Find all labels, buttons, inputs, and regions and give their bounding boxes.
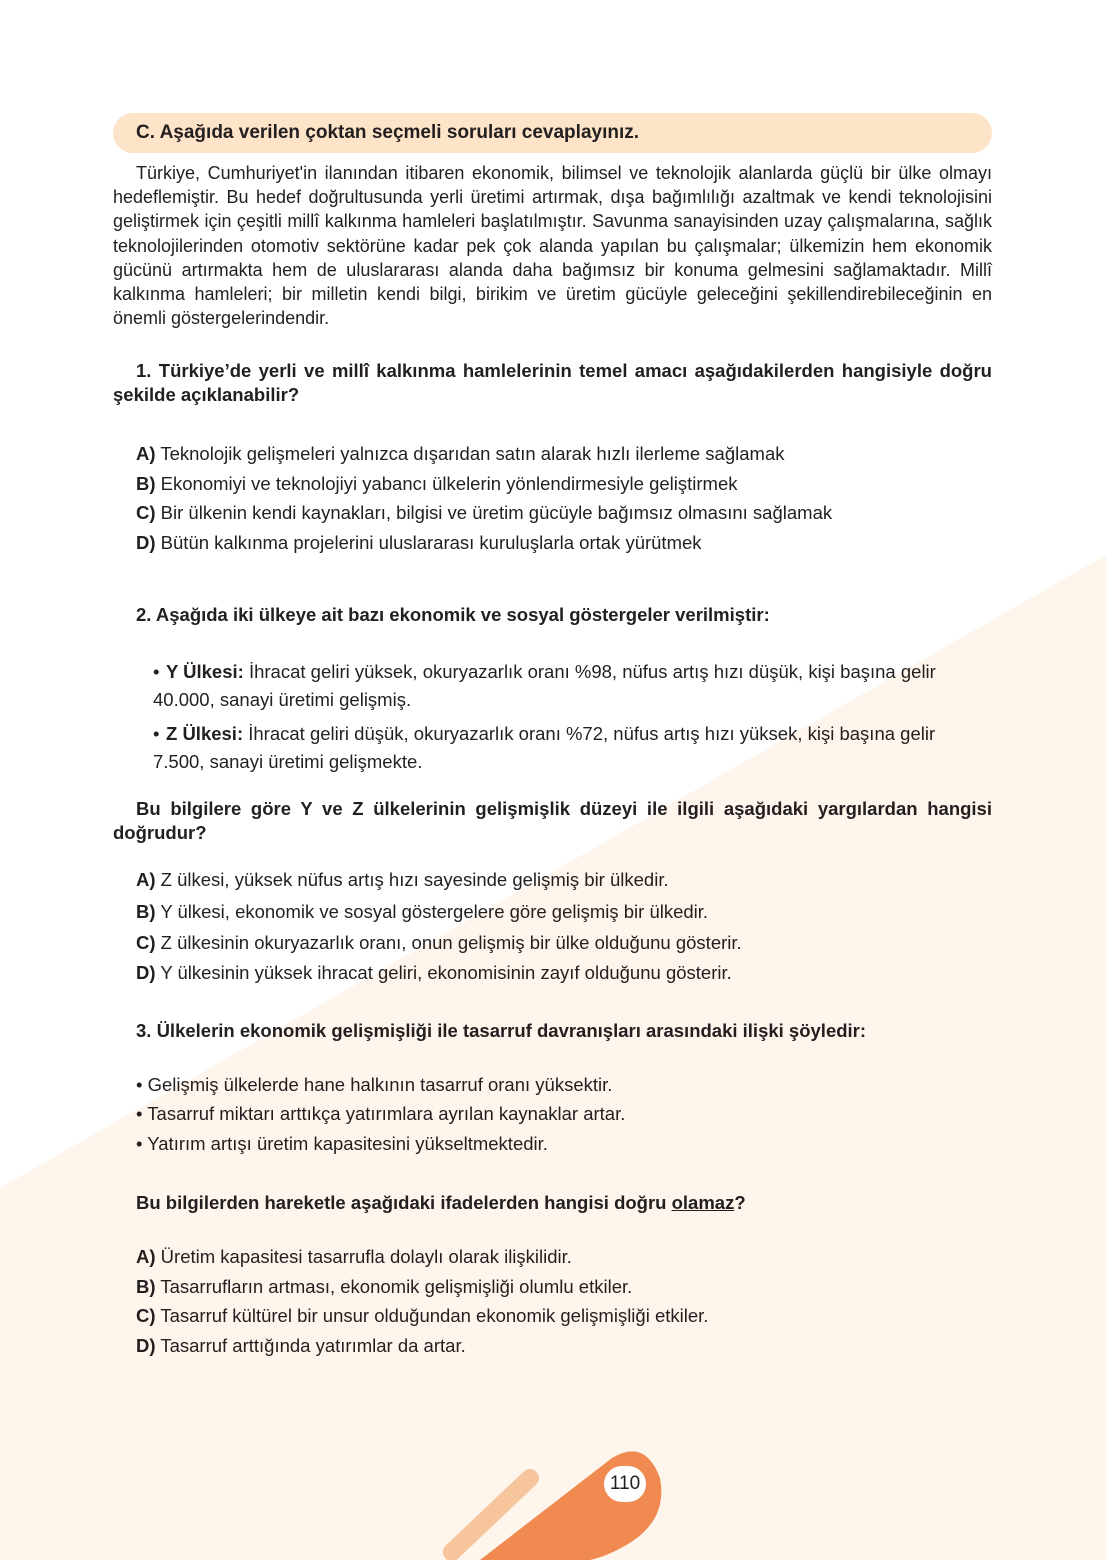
country-z-label: Z Ülkesi: [166, 723, 244, 744]
bullet-text: Gelişmiş ülkelerde hane halkının tasarruf oranı yüksektir. [147, 1074, 613, 1095]
option-text: Tasarrufların artması, ekonomik gelişmişliği olumlu etkiler. [160, 1276, 633, 1297]
question-3-intro-text: 3. Ülkelerin ekonomik gelişmişliği ile tasarruf davranışları arasındaki ilişki şöyledir: [136, 1020, 867, 1041]
option-letter: D) [136, 962, 156, 983]
q3-option-c[interactable] [136, 1304, 992, 1328]
option-letter: A) [136, 869, 156, 890]
intro-paragraph [113, 161, 992, 330]
option-text: Bütün kalkınma projelerini uluslararası kuruluşlarla ortak yürütmek [160, 532, 702, 553]
option-letter: C) [136, 1305, 156, 1326]
option-text: Z ülkesi, yüksek nüfus artış hızı sayesinde gelişmiş bir ülkedir. [160, 869, 669, 890]
bullet-text: Yatırım artışı üretim kapasitesini yükseltmektedir. [147, 1133, 548, 1154]
question-2-intro-text: 2. Aşağıda iki ülkeye ait bazı ekonomik ve sosyal göstergeler verilmiştir: [136, 604, 770, 625]
q1-option-c[interactable] [136, 501, 992, 525]
q3-option-d[interactable] [136, 1334, 992, 1358]
page-number: 110 [604, 1466, 646, 1502]
q2-option-a[interactable] [136, 868, 992, 892]
country-z-item: • Z Ülkesi: İhracat geliri düşük, okuryazarlık oranı %72, nüfus artış hızı yüksek, kişi başına gelir 7.500, sanayi üretimi gelişmekte. [153, 723, 936, 772]
q3-bullet-2: • Tasarruf miktarı arttıkça yatırımlara ayrılan kaynaklar artar. [136, 1103, 626, 1124]
question-2-label: Bu bilgilere göre Y ve Z ülkelerinin gelişmişlik düzeyi ile ilgili aşağıdaki yargılardan hangisi doğrudur? [113, 798, 992, 843]
question-3-end: ? [734, 1192, 746, 1213]
country-y-item: • Y Ülkesi: İhracat geliri yüksek, okuryazarlık oranı %98, nüfus artış hızı düşük, kişi başına gelir 40.000, sanayi üretimi gelişmiş. [153, 661, 936, 710]
question-3-intro [113, 1019, 992, 1043]
q2-option-c[interactable] [136, 931, 992, 955]
option-letter: B) [136, 901, 156, 922]
option-text: Bir ülkenin kendi kaynakları, bilgisi ve üretim gücüyle bağımsız olmasını sağlamak [160, 502, 833, 523]
option-text: Tasarruf arttığında yatırımlar da artar. [160, 1335, 466, 1356]
question-3-emphasis: olamaz [671, 1192, 735, 1213]
option-text: Ekonomiyi ve teknolojiyi yabancı ülkelerin yönlendirmesiyle geliştirmek [160, 473, 738, 494]
section-header: C. Aşağıda verilen çoktan seçmeli soruları cevaplayınız. [113, 113, 992, 153]
q3-option-b[interactable] [136, 1275, 992, 1299]
q1-option-a[interactable] [136, 442, 992, 466]
question-2-text [113, 797, 992, 845]
option-text: Y ülkesi, ekonomik ve sosyal göstergelere göre gelişmiş bir ülkedir. [160, 901, 709, 922]
option-letter: B) [136, 473, 156, 494]
question-2-intro [113, 603, 992, 627]
q3-bullet-3: • Yatırım artışı üretim kapasitesini yükseltmektedir. [136, 1133, 548, 1154]
q3-bullet-1: • Gelişmiş ülkelerde hane halkının tasarruf oranı yüksektir. [136, 1074, 613, 1095]
q1-option-d[interactable] [136, 531, 992, 555]
bullet-text: Tasarruf miktarı arttıkça yatırımlara ayrılan kaynaklar artar. [147, 1103, 626, 1124]
question-3-label: Bu bilgilerden hareketle aşağıdaki ifadelerden hangisi doğru [136, 1192, 672, 1213]
question-1-label: 1. Türkiye’de yerli ve millî kalkınma hamlelerinin temel amacı aşağıdakilerden hangisiyle doğru şekilde açıklanabilir? [113, 360, 992, 405]
country-y-label: Y Ülkesi: [166, 661, 244, 682]
option-text: Üretim kapasitesi tasarrufla dolaylı olarak ilişkilidir. [160, 1246, 572, 1267]
country-y-text: İhracat geliri yüksek, okuryazarlık oranı %98, nüfus artış hızı düşük, kişi başına gelir 40.000, sanayi üretimi gelişmiş. [153, 661, 936, 710]
q3-option-a[interactable] [136, 1245, 992, 1269]
q2-option-d[interactable] [136, 961, 992, 985]
option-letter: D) [136, 1335, 156, 1356]
intro-text: Türkiye, Cumhuriyet'in ilanından itibaren ekonomik, bilimsel ve teknolojik alanlarda güçlü bir ülke olmayı hedeflemiştir. Bu hedef doğrultusunda yerli üretimi artırmak, dışa bağımlılığı azaltmak ve kendi teknolojisini geliştirmek için çeşitli millî kalkınma hamleleri başlatılmıştır. Savunma sanayisinden uzay çalışmalarına, sağlık teknolojilerinden otomotiv sektörüne kadar pek çok alanda yapılan bu çalışmalar; ülkemizin hem ekonomik gücünü artırmakta hem de uluslararası alanda daha bağımsız bir konuma gelmesini sağlamaktadır. Millî kalkınma hamleleri; bir milletin kendi bilgi, birikim ve üretim gücüyle geleceğini şekillendirebileceğinin en önemli göstergelerindendir. [113, 163, 992, 329]
country-z-text: İhracat geliri düşük, okuryazarlık oranı %72, nüfus artış hızı yüksek, kişi başına gelir 7.500, sanayi üretimi gelişmekte. [153, 723, 936, 772]
option-letter: A) [136, 1246, 156, 1267]
question-1-text [113, 359, 992, 407]
option-letter: A) [136, 443, 156, 464]
question-3-text [113, 1191, 992, 1215]
option-text: Tasarruf kültürel bir unsur olduğundan ekonomik gelişmişliği etkiler. [160, 1305, 709, 1326]
option-letter: C) [136, 932, 156, 953]
option-text: Teknolojik gelişmeleri yalnızca dışarıdan satın alarak hızlı ilerleme sağlamak [160, 443, 785, 464]
option-letter: B) [136, 1276, 156, 1297]
q1-option-b[interactable] [136, 472, 992, 496]
option-text: Y ülkesinin yüksek ihracat geliri, ekonomisinin zayıf olduğunu gösterir. [160, 962, 732, 983]
option-text: Z ülkesinin okuryazarlık oranı, onun gelişmiş bir ülke olduğunu gösterir. [160, 932, 742, 953]
option-letter: D) [136, 532, 156, 553]
q2-option-b[interactable] [136, 900, 992, 924]
option-letter: C) [136, 502, 156, 523]
